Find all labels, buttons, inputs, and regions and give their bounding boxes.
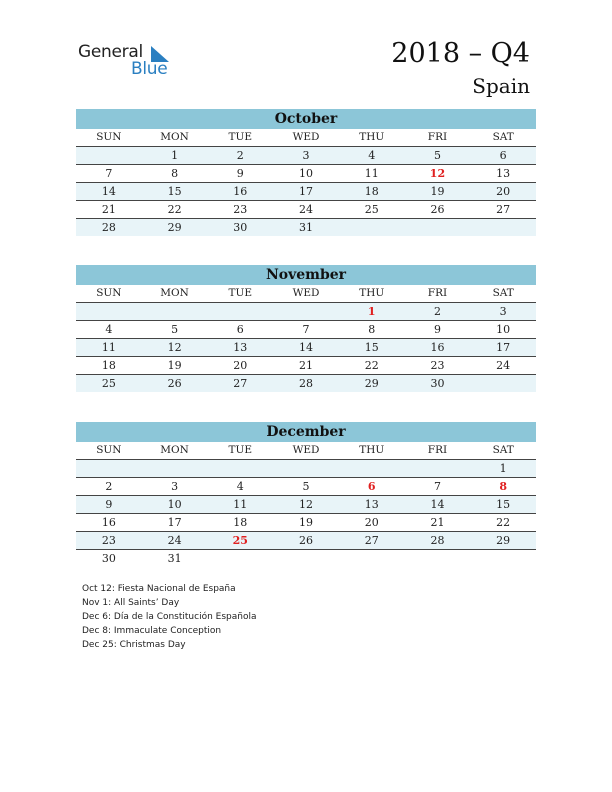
empty-date-cell (273, 303, 339, 320)
date-cell: 17 (496, 341, 511, 354)
weekday-label: WED (292, 444, 320, 456)
month-november (76, 265, 536, 392)
date-cell: 5 (433, 149, 441, 162)
date-cell: 10 (299, 167, 314, 180)
date-cell: 13 (233, 341, 248, 354)
date-cell: 24 (167, 534, 182, 547)
date-cell: 28 (101, 221, 116, 234)
date-cell: 3 (499, 305, 507, 318)
date-cell: 28 (430, 534, 445, 547)
holiday-date-cell: 8 (499, 480, 507, 493)
date-cell: 23 (430, 359, 445, 372)
date-cell: 7 (105, 167, 113, 180)
empty-date-cell (76, 303, 142, 320)
empty-date-cell (405, 219, 471, 236)
week-row (76, 478, 536, 496)
date-cell: 19 (299, 516, 314, 529)
date-cell: 22 (496, 516, 511, 529)
empty-date-cell (76, 460, 142, 477)
date-cell: 13 (496, 167, 511, 180)
weekday-header-row (76, 285, 536, 303)
week-row (76, 514, 536, 532)
date-cell: 5 (171, 323, 179, 336)
date-cell: 25 (364, 203, 379, 216)
date-cell: 20 (364, 516, 379, 529)
weekday-label: WED (292, 131, 320, 143)
holiday-note: Dec 25: Christmas Day (82, 640, 186, 650)
weekday-label: SUN (96, 444, 122, 456)
weekday-label: THU (359, 131, 385, 143)
empty-date-cell (273, 460, 339, 477)
weekday-label: TUE (228, 444, 253, 456)
week-row (76, 460, 536, 478)
weekday-label: SAT (492, 444, 514, 456)
empty-date-cell (142, 303, 208, 320)
month-header: October (76, 109, 536, 129)
date-cell: 19 (167, 359, 182, 372)
holiday-note: Dec 8: Immaculate Conception (82, 626, 222, 636)
weekday-label: MON (160, 444, 189, 456)
logo-general-text: General (78, 42, 143, 62)
page-title: 2018 – Q4 (391, 38, 530, 69)
weekday-label: FRI (427, 444, 448, 456)
weekday-header-row (76, 442, 536, 460)
date-cell: 30 (101, 552, 116, 565)
month-header: December (76, 422, 536, 442)
date-cell: 8 (368, 323, 376, 336)
empty-date-cell (339, 550, 405, 567)
empty-date-cell (470, 375, 536, 392)
holiday-note: Nov 1: All Saints’ Day (82, 598, 180, 608)
date-cell: 4 (105, 323, 113, 336)
week-row (76, 532, 536, 550)
date-cell: 6 (499, 149, 507, 162)
week-row (76, 165, 536, 183)
date-cell: 27 (364, 534, 379, 547)
date-cell: 30 (430, 377, 445, 390)
date-cell: 27 (233, 377, 248, 390)
week-row (76, 303, 536, 321)
empty-date-cell (470, 219, 536, 236)
holiday-notes (82, 582, 257, 652)
date-cell: 28 (299, 377, 314, 390)
date-cell: 12 (167, 341, 182, 354)
date-cell: 8 (171, 167, 179, 180)
date-cell: 18 (101, 359, 116, 372)
week-row (76, 201, 536, 219)
weekday-label: SUN (96, 287, 122, 299)
date-cell: 17 (167, 516, 182, 529)
week-row (76, 496, 536, 514)
holiday-note: Dec 6: Día de la Constitución Española (82, 612, 257, 622)
date-cell: 22 (364, 359, 379, 372)
month-header: November (76, 265, 536, 285)
logo (78, 42, 178, 82)
week-row (76, 147, 536, 165)
holiday-date-cell: 1 (367, 305, 376, 318)
week-row (76, 375, 536, 392)
weekday-label: WED (292, 287, 320, 299)
empty-date-cell (273, 550, 339, 567)
empty-date-cell (339, 219, 405, 236)
date-cell: 5 (302, 480, 310, 493)
date-cell: 2 (433, 305, 441, 318)
holiday-date-cell: 12 (429, 167, 446, 180)
weekday-label: FRI (427, 131, 448, 143)
empty-date-cell (405, 460, 471, 477)
date-cell: 15 (364, 341, 379, 354)
date-cell: 23 (233, 203, 248, 216)
date-cell: 1 (499, 462, 507, 475)
date-cell: 16 (430, 341, 445, 354)
date-cell: 7 (302, 323, 310, 336)
date-cell: 1 (171, 149, 179, 162)
date-cell: 12 (299, 498, 314, 511)
date-cell: 26 (167, 377, 182, 390)
region-label: Spain (472, 74, 530, 98)
date-cell: 31 (167, 552, 182, 565)
date-cell: 18 (364, 185, 379, 198)
date-cell: 4 (368, 149, 376, 162)
week-row (76, 339, 536, 357)
date-cell: 21 (299, 359, 314, 372)
date-cell: 24 (496, 359, 511, 372)
empty-date-cell (339, 460, 405, 477)
month-october (76, 109, 536, 236)
date-cell: 2 (105, 480, 113, 493)
weekday-label: SAT (492, 287, 514, 299)
holiday-date-cell: 25 (232, 534, 248, 547)
date-cell: 29 (364, 377, 379, 390)
empty-date-cell (207, 303, 273, 320)
empty-date-cell (470, 550, 536, 567)
date-cell: 3 (302, 149, 310, 162)
empty-date-cell (207, 550, 273, 567)
month-december (76, 422, 536, 567)
date-cell: 11 (101, 341, 116, 354)
date-cell: 11 (364, 167, 379, 180)
date-cell: 20 (233, 359, 248, 372)
date-cell: 27 (496, 203, 511, 216)
date-cell: 29 (496, 534, 511, 547)
date-cell: 10 (167, 498, 182, 511)
date-cell: 13 (364, 498, 379, 511)
date-cell: 21 (430, 516, 445, 529)
weekday-label: SUN (96, 131, 122, 143)
date-cell: 14 (299, 341, 314, 354)
week-row (76, 321, 536, 339)
date-cell: 26 (299, 534, 314, 547)
date-cell: 10 (496, 323, 511, 336)
date-cell: 14 (101, 185, 116, 198)
date-cell: 9 (105, 498, 113, 511)
logo-blue-text: Blue (131, 59, 168, 79)
weekday-header-row (76, 129, 536, 147)
weekday-label: TUE (228, 131, 253, 143)
date-cell: 7 (433, 480, 441, 493)
weekday-label: FRI (427, 287, 448, 299)
date-cell: 15 (496, 498, 511, 511)
weekday-label: THU (359, 444, 385, 456)
empty-date-cell (76, 147, 142, 164)
date-cell: 23 (101, 534, 116, 547)
empty-date-cell (207, 460, 273, 477)
weekday-label: MON (160, 131, 189, 143)
weekday-label: SAT (492, 131, 514, 143)
date-cell: 24 (299, 203, 314, 216)
date-cell: 25 (101, 377, 116, 390)
date-cell: 30 (233, 221, 248, 234)
date-cell: 21 (101, 203, 116, 216)
date-cell: 9 (236, 167, 244, 180)
empty-date-cell (142, 460, 208, 477)
week-row (76, 183, 536, 201)
date-cell: 9 (433, 323, 441, 336)
holiday-note: Oct 12: Fiesta Nacional de España (82, 584, 236, 594)
date-cell: 29 (167, 221, 182, 234)
empty-date-cell (405, 550, 471, 567)
date-cell: 6 (236, 323, 244, 336)
date-cell: 3 (171, 480, 179, 493)
date-cell: 16 (233, 185, 248, 198)
date-cell: 16 (101, 516, 116, 529)
date-cell: 2 (236, 149, 244, 162)
date-cell: 4 (236, 480, 244, 493)
week-row (76, 550, 536, 567)
date-cell: 17 (299, 185, 314, 198)
week-row (76, 219, 536, 236)
date-cell: 26 (430, 203, 445, 216)
date-cell: 20 (496, 185, 511, 198)
date-cell: 14 (430, 498, 445, 511)
weekday-label: TUE (228, 287, 253, 299)
date-cell: 22 (167, 203, 182, 216)
date-cell: 18 (233, 516, 248, 529)
holiday-date-cell: 6 (367, 480, 376, 493)
date-cell: 11 (233, 498, 248, 511)
week-row (76, 357, 536, 375)
weekday-label: MON (160, 287, 189, 299)
weekday-label: THU (359, 287, 385, 299)
date-cell: 19 (430, 185, 445, 198)
date-cell: 31 (299, 221, 314, 234)
date-cell: 15 (167, 185, 182, 198)
